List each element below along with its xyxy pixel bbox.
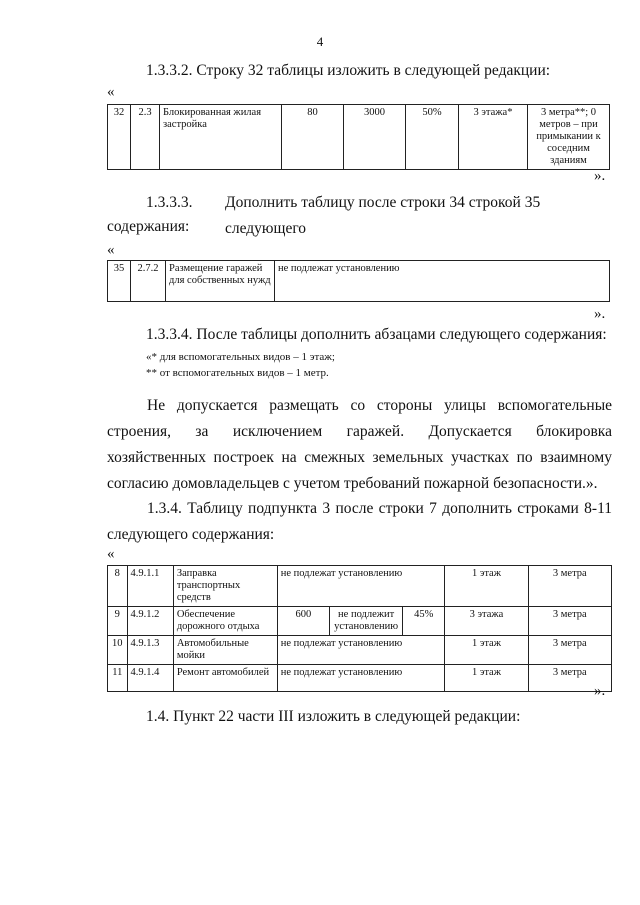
table-cell: Обеспечение дорожного отдыха — [173, 607, 277, 636]
table-cell: 4.9.1.4 — [127, 665, 173, 692]
section-heading-1-3-3-4: 1.3.3.4. После таблицы дополнить абзацами следующего содержания: — [146, 326, 607, 343]
table-cell: 1 этаж — [445, 566, 528, 607]
table-cell: Размещение гаражей для собственных нужд — [166, 261, 275, 302]
table-row — [108, 607, 612, 636]
footnote-2: ** от вспомогательных видов – 1 метр. — [146, 367, 329, 379]
table-cell: 80 — [282, 105, 344, 170]
footnote-1: «* для вспомогательных видов – 1 этаж; — [146, 351, 335, 363]
table-cell: 8 — [108, 566, 128, 607]
section-heading-1-3-3-3-line1: Дополнить таблицу после строки 34 строкой 35 следующего — [225, 194, 541, 237]
close-quote: ». — [594, 306, 606, 322]
table-cell: не подлежат установлению — [277, 636, 445, 665]
section-heading-1-3-3-3-number: 1.3.3.3. — [146, 194, 193, 211]
table-cell: 2.3 — [131, 105, 160, 170]
table-cell: не подлежат установлению — [277, 665, 445, 692]
section-heading-1-3-3-2: 1.3.3.2. Строку 32 таблицы изложить в следующей редакции: — [146, 62, 551, 79]
section-heading-1-3-4: 1.3.4. Таблицу подпункта 3 после строки 7 дополнить строками 8-11 следующего содержания: — [107, 500, 612, 543]
table-cell: 3 метра — [528, 607, 611, 636]
table-cell: Заправка транспортных средств — [173, 566, 277, 607]
table-cell: не подлежат установлению — [275, 261, 610, 302]
table-cell: 3 этажа* — [459, 105, 528, 170]
table-cell: 3 метра — [528, 665, 611, 692]
table-cell: 11 — [108, 665, 128, 692]
table-cell: 2.7.2 — [131, 261, 166, 302]
table-cell: Блокированная жилая застройка — [160, 105, 282, 170]
table-cell: 1 этаж — [445, 665, 528, 692]
page-number: 4 — [316, 34, 324, 49]
open-quote: « — [107, 84, 115, 100]
table-cell: 45% — [403, 607, 445, 636]
close-quote: ». — [594, 683, 606, 699]
table-cell: 3 метра — [528, 636, 611, 665]
table-cell: 4.9.1.2 — [127, 607, 173, 636]
table-cell: 4.9.1.1 — [127, 566, 173, 607]
table-cell: 3 этажа — [445, 607, 528, 636]
table-row-35 — [107, 260, 610, 302]
section-heading-1-3-3-3-line2: содержания: — [107, 218, 190, 235]
table-cell: 1 этаж — [445, 636, 528, 665]
table-cell: 9 — [108, 607, 128, 636]
table-cell: 32 — [108, 105, 131, 170]
close-quote: ». — [594, 168, 606, 184]
table-cell: не подлежит установлению — [330, 607, 403, 636]
table-cell: 600 — [277, 607, 329, 636]
table-cell: 3 метра — [528, 566, 611, 607]
table-row-32 — [107, 104, 610, 170]
open-quote: « — [107, 242, 115, 258]
table-cell: 10 — [108, 636, 128, 665]
table-cell: 50% — [406, 105, 459, 170]
section-heading-1-4: 1.4. Пункт 22 части III изложить в следующей редакции: — [146, 708, 521, 725]
open-quote: « — [107, 546, 115, 562]
table-cell: Ремонт автомобилей — [173, 665, 277, 692]
table-cell: 4.9.1.3 — [127, 636, 173, 665]
table-cell: 3 метра**; 0 метров – при примыкании к соседним зданиям — [528, 105, 610, 170]
table-row — [108, 566, 612, 607]
body-paragraph: Не допускается размещать со стороны улицы вспомогательные строения, за исключением гаражей. Допускается блокировка хозяйственных построек на смежных земельных участках по взаимному согласию домовладельцев с учетом требований пожарной безопасности.». — [107, 397, 612, 492]
table-cell: 35 — [108, 261, 131, 302]
table-row — [108, 636, 612, 665]
table-cell: 3000 — [344, 105, 406, 170]
table-cell: не подлежат установлению — [277, 566, 445, 607]
table-rows-8-11 — [107, 565, 612, 692]
table-row — [108, 105, 610, 170]
table-row — [108, 261, 610, 302]
table-cell: Автомобильные мойки — [173, 636, 277, 665]
table-row — [108, 665, 612, 692]
